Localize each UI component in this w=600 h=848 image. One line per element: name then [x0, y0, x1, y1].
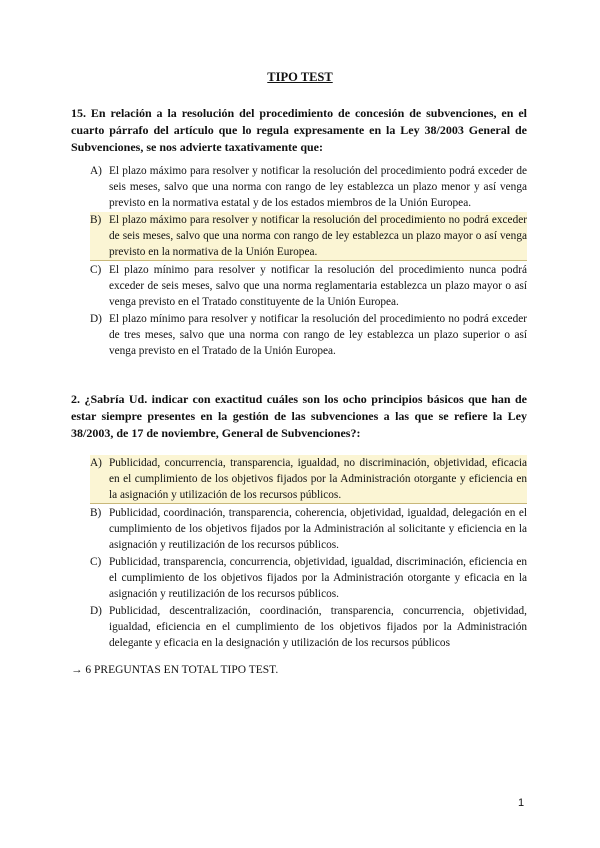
option-text: El plazo máximo para resolver y notificar la resolución del procedimiento podrá exceder de seis meses, salvo que una norma con rango de ley establezca un plazo menor y así venga previsto en la normativa estatal y de los estados miembros de la Unión Europea. — [109, 165, 527, 209]
option-d — [90, 311, 527, 359]
option-c — [90, 554, 527, 602]
option-letter: D) — [90, 605, 102, 617]
total-questions-note: → 6 PREGUNTAS EN TOTAL TIPO TEST. — [71, 664, 279, 676]
question-15-text: 15. En relación a la resolución del procedimiento de concesión de subvenciones, en el cuarto párrafo del artículo que lo regula expresamente en la Ley 38/2003 General de Subvenciones, se nos advierte taxativamente que: — [71, 106, 527, 154]
option-text: El plazo mínimo para resolver y notificar la resolución del procedimiento no podrá exceder de tres meses, salvo que una norma con rango de ley establezca un plazo superior o así venga previsto en el Tratado de la Unión Europea. — [109, 313, 527, 357]
option-c — [90, 262, 527, 310]
option-text: El plazo máximo para resolver y notificar la resolución del procedimiento no podrá exceder de seis meses, salvo que una norma con rango de ley establezca un plazo mayor o así venga previsto en la normativa de la Unión Europea. — [109, 214, 527, 258]
option-text: Publicidad, transparencia, concurrencia, objetividad, igualdad, discriminación, eficiencia en el cumplimiento de los objetivos fijados por la Administración otorgante y eficacia en la asignación y reutilización de los recursos públicos. — [109, 556, 527, 600]
question-2-text: 2. ¿Sabría Ud. indicar con exactitud cuáles son los ocho principios básicos que han de estar siempre presentes en la gestión de las subvenciones a las que se refiere la Ley 38/2003, de 17 de noviembre, General de Subvenciones?: — [71, 392, 527, 440]
option-a-highlighted — [90, 455, 527, 504]
option-text: Publicidad, descentralización, coordinación, transparencia, concurrencia, objetividad, igualdad, eficiencia en el cumplimiento de los objetivos fijados por la Administración delegante y eficacia en la designación y utilización de los recursos públicos — [109, 605, 527, 649]
option-a — [90, 163, 527, 211]
option-text: Publicidad, coordinación, transparencia, coherencia, objetividad, igualdad, delegación en el cumplimiento de los objetivos fijados por la Administración al solicitante y eficiencia en la asignación y reutilización de los recursos públicos. — [109, 507, 527, 551]
option-b-highlighted — [90, 212, 527, 261]
option-letter: A) — [90, 457, 102, 469]
option-letter: C) — [90, 556, 102, 568]
option-letter: B) — [90, 214, 102, 226]
option-text: Publicidad, concurrencia, transparencia, igualdad, no discriminación, objetividad, eficacia en el cumplimiento de los objetivos fijados por la Administración otorgante y eficiencia en la asignación y utilización de los recursos públicos. — [109, 457, 527, 501]
option-letter: B) — [90, 507, 102, 519]
option-d — [90, 603, 527, 651]
option-b — [90, 505, 527, 553]
question-2-options — [90, 455, 527, 652]
option-letter: D) — [90, 313, 102, 325]
option-text: El plazo mínimo para resolver y notificar la resolución del procedimiento nunca podrá exceder de seis meses, salvo que una norma reglamentaria establezca un plazo mayor o así venga previsto en el Tratado constituyente de la Unión Europea. — [109, 264, 527, 308]
page-title: TIPO TEST — [267, 70, 333, 84]
question-15-options — [90, 163, 527, 360]
page-number: 1 — [518, 797, 525, 809]
option-letter: A) — [90, 165, 102, 177]
option-letter: C) — [90, 264, 102, 276]
